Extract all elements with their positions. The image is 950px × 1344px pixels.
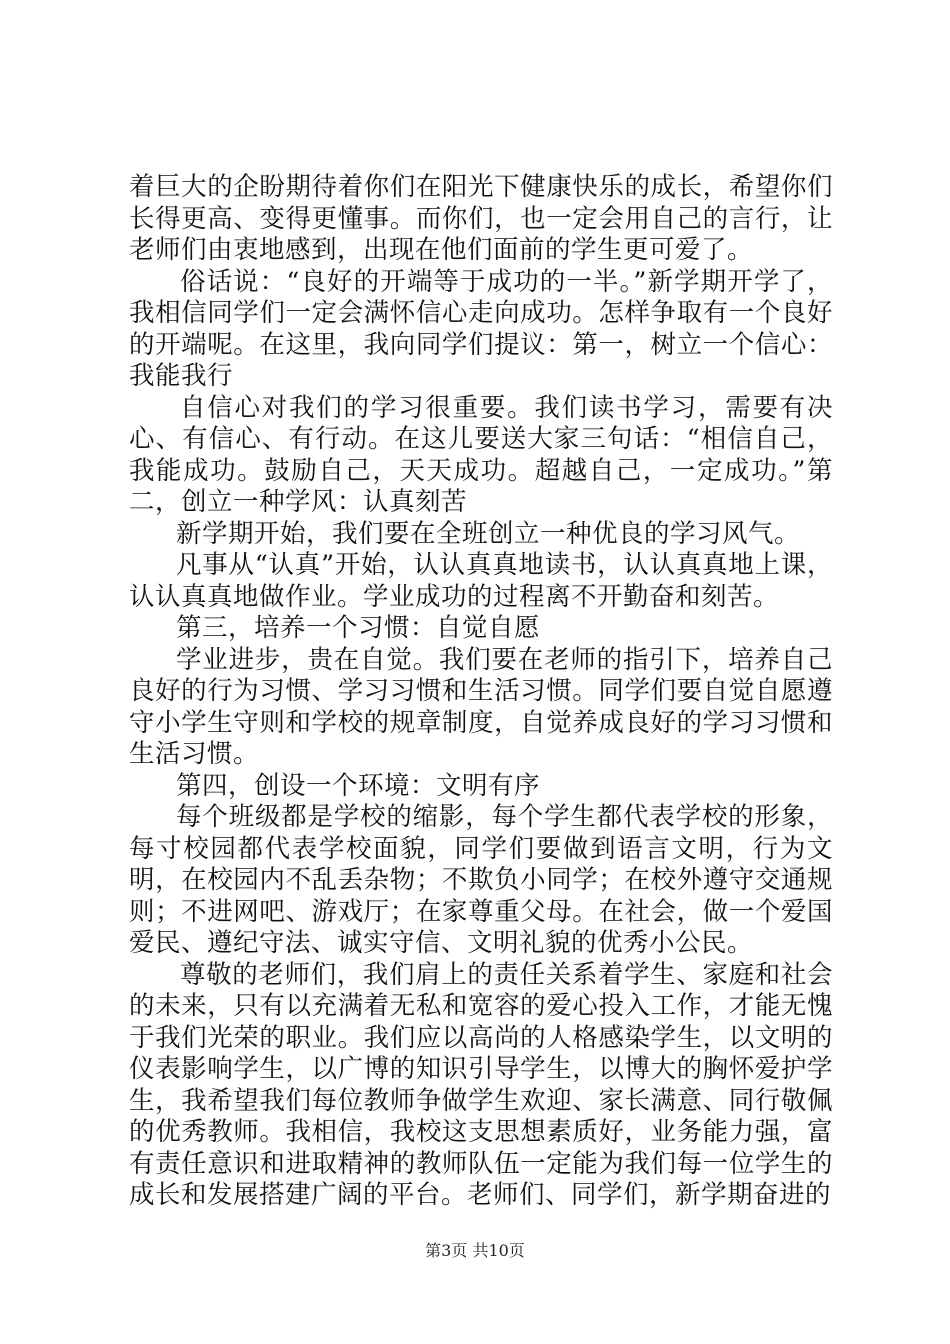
paragraph: 学业进步，贵在自觉。我们要在老师的指引下，培养自己良好的行为习惯、学习习惯和生活习惯。同学们要自觉自愿遵守小学生守则和学校的规章制度，自觉养成良好的学习习惯和生活习惯。 — [129, 644, 833, 769]
paragraph: 第四，创设一个环境：文明有序 — [176, 770, 541, 801]
paragraph: 自信心对我们的学习很重要。我们读书学习，需要有决心、有信心、有行动。在这儿要送大家三句话：“相信自己，我能成功。鼓励自己，天天成功。超越自己，一定成功。”第二，创立一种学风：认真刻苦 — [129, 392, 833, 517]
paragraph: 每个班级都是学校的缩影，每个学生都代表学校的形象，每寸校园都代表学校面貌，同学们要做到语言文明，行为文明，在校园内不乱丢杂物；不欺负小同学；在校外遵守交通规则；不进网吧、游戏厅；在家尊重父母。在社会，做一个爱国爱民、遵纪守法、诚实守信、文明礼貌的优秀小公民。 — [129, 802, 833, 958]
paragraph: 着巨大的企盼期待着你们在阳光下健康快乐的成长，希望你们长得更高、变得更懂事。而你们，也一定会用自己的言行，让老师们由衷地感到，出现在他们面前的学生更可爱了。 — [129, 172, 833, 265]
paragraph: 尊敬的老师们，我们肩上的责任关系着学生、家庭和社会的未来，只有以充满着无私和宽容的爱心投入工作，才能无愧于我们光荣的职业。我们应以高尚的人格感染学生，以文明的仪表影响学生，以广博的知识引导学生，以博大的胸怀爱护学生，我希望我们每位教师争做学生欢迎、家长满意、同行敬佩的优秀教师。我相信，我校这支思想素质好，业务能力强，富有责任意识和进取精神的教师队伍一定能为我们每一位学生的成长和发展搭建广阔的平台。老师们、同学们，新学期奋进的 — [129, 959, 833, 1210]
paragraph: 新学期开始，我们要在全班创立一种优良的学习风气。 — [176, 518, 801, 549]
paragraph: 俗话说：“良好的开端等于成功的一半。”新学期开学了，我相信同学们一定会满怀信心走向成功。怎样争取有一个良好的开端呢。在这里，我向同学们提议：第一，树立一个信心：我能我行 — [129, 266, 833, 391]
document-body — [129, 172, 833, 1212]
paragraph: 凡事从“认真”开始，认认真真地读书，认认真真地上课，认认真真地做作业。学业成功的过程离不开勤奋和刻苦。 — [129, 550, 833, 612]
paragraph: 第三，培养一个习惯：自觉自愿 — [176, 613, 541, 643]
page-number-footer: 第3页 共10页 — [425, 1241, 525, 1260]
